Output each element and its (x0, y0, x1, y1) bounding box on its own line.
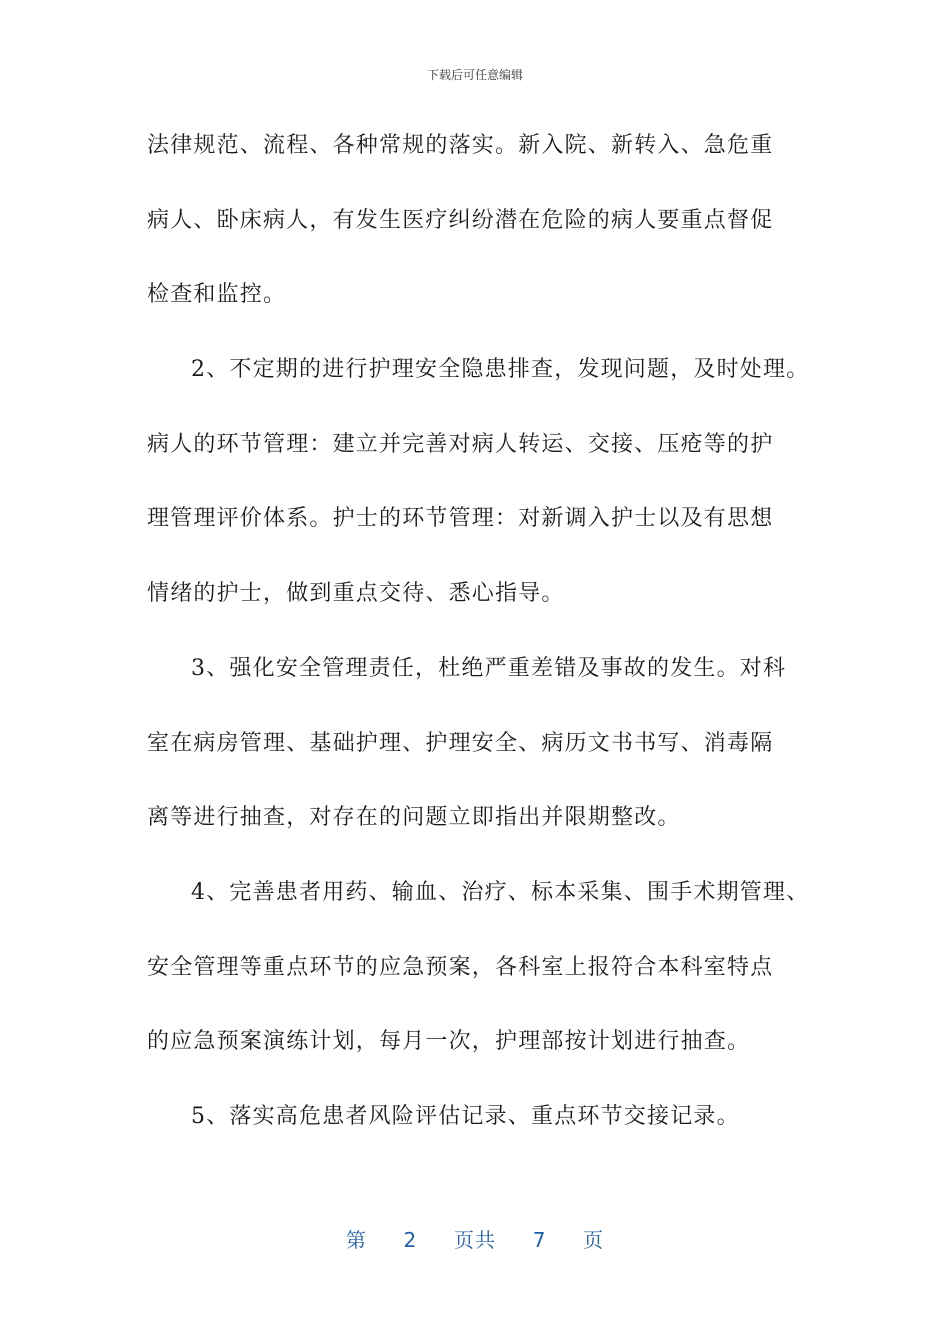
current-page-number: 2 (403, 1228, 418, 1252)
body-line: 安全管理等重点环节的应急预案，各科室上报符合本科室特点 (147, 954, 774, 980)
footer-prefix: 第 (345, 1228, 367, 1252)
body-line: 法律规范、流程、各种常规的落实。新入院、新转入、急危重 (147, 133, 774, 158)
body-line: 情绪的护士，做到重点交待、悉心指导。 (147, 581, 565, 607)
header-note: 下载后可任意编辑 (426, 68, 523, 82)
body-line: 病人的环节管理：建立并完善对病人转运、交接、压疮等的护 (147, 431, 774, 457)
body-line: 室在病房管理、基础护理、护理安全、病历文书书写、消毒隔 (147, 730, 774, 756)
footer-middle: 页共 (454, 1228, 496, 1252)
page-footer (0, 1224, 950, 1253)
body-line: 的应急预案演练计划，每月一次，护理部按计划进行抽查。 (147, 1029, 751, 1055)
body-line: 5、落实高危患者风险评估记录、重点环节交接记录。 (191, 1103, 740, 1129)
body-line: 离等进行抽查，对存在的问题立即指出并限期整改。 (147, 805, 681, 831)
body-line: 理管理评价体系。护士的环节管理：对新调入护士以及有思想 (147, 506, 774, 532)
body-line: 病人、卧床病人，有发生医疗纠纷潜在危险的病人要重点督促 (147, 207, 774, 233)
body-line: 检查和监控。 (147, 282, 287, 308)
body-line: 2、不定期的进行护理安全隐患排查，发现问题，及时处理。 (191, 357, 810, 383)
body-line: 3、强化安全管理责任，杜绝严重差错及事故的发生。对科 (191, 655, 787, 681)
document-body (147, 122, 827, 1168)
total-pages-number: 7 (532, 1228, 547, 1252)
footer-suffix: 页 (583, 1228, 605, 1252)
body-line: 4、完善患者用药、输血、治疗、标本采集、围手术期管理、 (191, 879, 810, 905)
